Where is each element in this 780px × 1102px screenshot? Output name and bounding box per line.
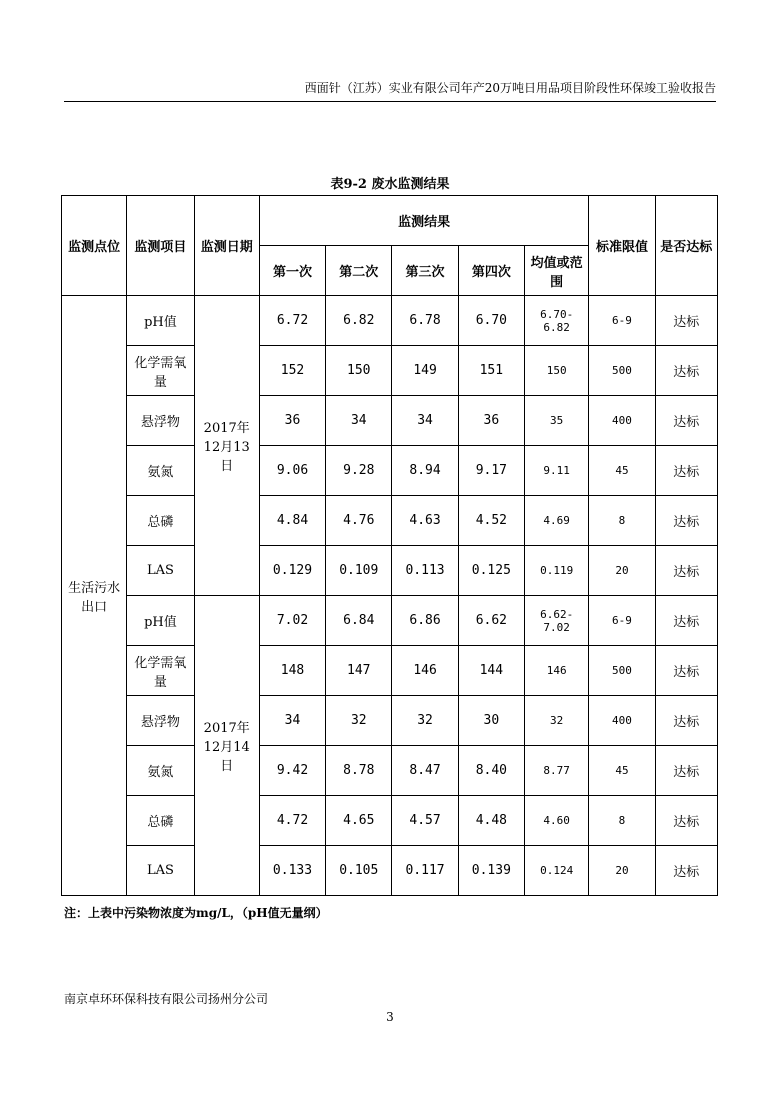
value-range-cell: 150 <box>524 346 588 396</box>
value-third-cell: 0.113 <box>392 546 458 596</box>
value-third-cell: 6.86 <box>392 596 458 646</box>
value-range-cell: 4.69 <box>524 496 588 546</box>
value-second-cell: 8.78 <box>326 746 392 796</box>
limit-cell: 400 <box>589 396 655 446</box>
table-row <box>62 646 718 696</box>
value-fourth-cell: 4.48 <box>458 796 524 846</box>
value-third-cell: 4.57 <box>392 796 458 846</box>
limit-cell: 6-9 <box>589 296 655 346</box>
value-second-cell: 147 <box>326 646 392 696</box>
value-fourth-cell: 6.62 <box>458 596 524 646</box>
value-first-cell: 148 <box>259 646 325 696</box>
value-range-cell: 0.124 <box>524 846 588 896</box>
header-item: 监测项目 <box>127 196 194 296</box>
item-cell: 氨氮 <box>127 446 194 496</box>
value-second-cell: 32 <box>326 696 392 746</box>
compliance-cell: 达标 <box>655 546 717 596</box>
value-fourth-cell: 6.70 <box>458 296 524 346</box>
value-range-cell: 35 <box>524 396 588 446</box>
header-compliance: 是否达标 <box>655 196 717 296</box>
item-cell: LAS <box>127 546 194 596</box>
value-range-cell: 6.70-6.82 <box>524 296 588 346</box>
value-fourth-cell: 9.17 <box>458 446 524 496</box>
compliance-cell: 达标 <box>655 446 717 496</box>
value-fourth-cell: 30 <box>458 696 524 746</box>
report-header-title: 西面针（江苏）实业有限公司年产20万吨日用品项目阶段性环保竣工验收报告 <box>304 81 716 95</box>
page-number: 3 <box>386 1010 394 1024</box>
header-range: 均值或范围 <box>524 246 588 296</box>
item-cell: 悬浮物 <box>127 396 194 446</box>
value-second-cell: 0.109 <box>326 546 392 596</box>
table-row <box>62 396 718 446</box>
value-first-cell: 152 <box>259 346 325 396</box>
value-first-cell: 9.42 <box>259 746 325 796</box>
value-third-cell: 34 <box>392 396 458 446</box>
limit-cell: 6-9 <box>589 596 655 646</box>
limit-cell: 20 <box>589 846 655 896</box>
value-third-cell: 0.117 <box>392 846 458 896</box>
table-row <box>62 746 718 796</box>
value-fourth-cell: 4.52 <box>458 496 524 546</box>
table-row <box>62 846 718 896</box>
value-second-cell: 0.105 <box>326 846 392 896</box>
limit-cell: 45 <box>589 446 655 496</box>
value-first-cell: 36 <box>259 396 325 446</box>
date-cell: 2017年12月14日 <box>194 596 259 896</box>
value-range-cell: 146 <box>524 646 588 696</box>
compliance-cell: 达标 <box>655 496 717 546</box>
value-first-cell: 0.133 <box>259 846 325 896</box>
table-caption: 表9-2 废水监测结果 <box>330 177 450 192</box>
header-date: 监测日期 <box>194 196 259 296</box>
item-cell: 总磷 <box>127 796 194 846</box>
header-results: 监测结果 <box>259 196 588 246</box>
value-range-cell: 32 <box>524 696 588 746</box>
value-fourth-cell: 8.40 <box>458 746 524 796</box>
compliance-cell: 达标 <box>655 346 717 396</box>
compliance-cell: 达标 <box>655 596 717 646</box>
footer-company: 南京卓环环保科技有限公司扬州分公司 <box>64 992 269 1006</box>
item-cell: 化学需氧量 <box>127 346 194 396</box>
value-first-cell: 34 <box>259 696 325 746</box>
table-row <box>62 696 718 746</box>
item-cell: LAS <box>127 846 194 896</box>
value-second-cell: 6.84 <box>326 596 392 646</box>
compliance-cell: 达标 <box>655 396 717 446</box>
value-fourth-cell: 151 <box>458 346 524 396</box>
value-third-cell: 149 <box>392 346 458 396</box>
value-second-cell: 9.28 <box>326 446 392 496</box>
header-limit: 标准限值 <box>589 196 655 296</box>
value-range-cell: 6.62-7.02 <box>524 596 588 646</box>
limit-cell: 400 <box>589 696 655 746</box>
compliance-cell: 达标 <box>655 646 717 696</box>
value-third-cell: 6.78 <box>392 296 458 346</box>
value-fourth-cell: 36 <box>458 396 524 446</box>
table-row <box>62 596 718 646</box>
wastewater-results-table <box>61 195 718 896</box>
value-third-cell: 8.47 <box>392 746 458 796</box>
table-row <box>62 546 718 596</box>
value-fourth-cell: 0.125 <box>458 546 524 596</box>
compliance-cell: 达标 <box>655 796 717 846</box>
table-row <box>62 496 718 546</box>
limit-cell: 500 <box>589 646 655 696</box>
header-point: 监测点位 <box>62 196 127 296</box>
table-row <box>62 296 718 346</box>
value-third-cell: 4.63 <box>392 496 458 546</box>
table-row <box>62 446 718 496</box>
limit-cell: 8 <box>589 496 655 546</box>
limit-cell: 20 <box>589 546 655 596</box>
item-cell: 悬浮物 <box>127 696 194 746</box>
header-divider <box>64 101 716 102</box>
item-cell: 化学需氧量 <box>127 646 194 696</box>
value-fourth-cell: 0.139 <box>458 846 524 896</box>
compliance-cell: 达标 <box>655 746 717 796</box>
value-first-cell: 6.72 <box>259 296 325 346</box>
value-range-cell: 9.11 <box>524 446 588 496</box>
limit-cell: 500 <box>589 346 655 396</box>
value-second-cell: 4.76 <box>326 496 392 546</box>
monitoring-point-cell: 生活污水出口 <box>62 296 127 896</box>
value-third-cell: 146 <box>392 646 458 696</box>
value-second-cell: 4.65 <box>326 796 392 846</box>
value-range-cell: 8.77 <box>524 746 588 796</box>
value-first-cell: 7.02 <box>259 596 325 646</box>
value-first-cell: 4.84 <box>259 496 325 546</box>
header-third: 第三次 <box>392 246 458 296</box>
table-row <box>62 346 718 396</box>
date-cell: 2017年12月13日 <box>194 296 259 596</box>
compliance-cell: 达标 <box>655 846 717 896</box>
value-second-cell: 150 <box>326 346 392 396</box>
header-fourth: 第四次 <box>458 246 524 296</box>
value-second-cell: 34 <box>326 396 392 446</box>
value-first-cell: 0.129 <box>259 546 325 596</box>
item-cell: 总磷 <box>127 496 194 546</box>
value-first-cell: 9.06 <box>259 446 325 496</box>
value-fourth-cell: 144 <box>458 646 524 696</box>
item-cell: pH值 <box>127 596 194 646</box>
value-range-cell: 0.119 <box>524 546 588 596</box>
compliance-cell: 达标 <box>655 696 717 746</box>
limit-cell: 8 <box>589 796 655 846</box>
header-second: 第二次 <box>326 246 392 296</box>
table-note: 注：上表中污染物浓度为mg/L，（pH值无量纲） <box>64 906 328 920</box>
item-cell: 氨氮 <box>127 746 194 796</box>
value-second-cell: 6.82 <box>326 296 392 346</box>
value-first-cell: 4.72 <box>259 796 325 846</box>
limit-cell: 45 <box>589 746 655 796</box>
compliance-cell: 达标 <box>655 296 717 346</box>
value-third-cell: 32 <box>392 696 458 746</box>
value-range-cell: 4.60 <box>524 796 588 846</box>
table-row <box>62 796 718 846</box>
value-third-cell: 8.94 <box>392 446 458 496</box>
header-first: 第一次 <box>259 246 325 296</box>
item-cell: pH值 <box>127 296 194 346</box>
